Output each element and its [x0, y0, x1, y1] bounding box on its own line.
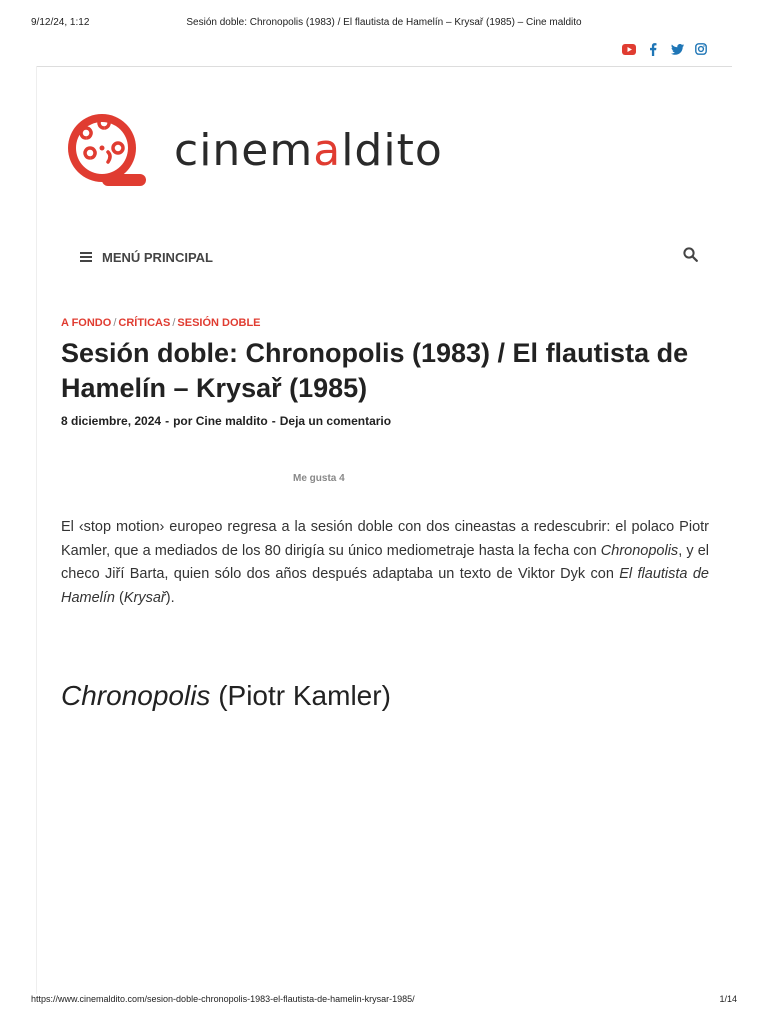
category-link[interactable]: A FONDO — [61, 317, 112, 329]
category-link[interactable]: CRÍTICAS — [118, 317, 171, 329]
wordmark-part-2: ldito — [341, 124, 443, 176]
intro-text: ( — [115, 589, 124, 606]
post-intro — [61, 516, 709, 610]
category-separator: / — [113, 317, 117, 329]
post-title: Sesión doble: Chronopolis (1983) / El flautista de Hamelín – Krysař (1985) — [61, 338, 689, 403]
social-links — [622, 42, 708, 56]
print-page-number: 1/14 — [719, 994, 737, 1004]
print-footer — [31, 994, 737, 1006]
film-reel-icon — [64, 110, 148, 190]
header-divider — [36, 66, 732, 67]
post-meta — [61, 414, 391, 428]
page-left-rule — [36, 66, 37, 994]
main-menu-button[interactable] — [60, 250, 213, 265]
search-icon — [683, 247, 698, 262]
twitter-icon[interactable] — [670, 42, 684, 56]
comments-link[interactable]: Deja un comentario — [279, 414, 392, 428]
wordmark-part-1: cinem — [174, 124, 314, 176]
post-categories — [61, 317, 261, 329]
hamburger-icon — [80, 252, 92, 262]
intro-text: , y el checo Jiří Barta, quien sólo dos años después adaptaba un texto de Viktor Dyk con — [61, 542, 709, 582]
intro-text: ). — [165, 589, 175, 606]
post-author[interactable]: por Cine maldito — [173, 414, 268, 428]
intro-emphasis: Krysař — [123, 589, 166, 606]
like-button[interactable]: Me gusta 4 — [293, 473, 345, 484]
section-heading-emphasis: Chronopolis — [61, 680, 211, 711]
section-heading — [61, 680, 391, 712]
category-separator: / — [172, 317, 176, 329]
category-link[interactable]: SESIÓN DOBLE — [177, 317, 261, 329]
intro-emphasis: El flautista de Hamelín — [61, 566, 709, 606]
meta-separator: - — [165, 414, 170, 428]
wordmark-accent: a — [313, 124, 342, 176]
site-wordmark — [174, 125, 443, 176]
section-heading-rest: (Piotr Kamler) — [210, 680, 391, 711]
main-menu-label: MENÚ PRINCIPAL — [102, 249, 213, 265]
print-date: 9/12/24, 1:12 — [31, 17, 90, 28]
print-doc-title: Sesión doble: Chronopolis (1983) / El flautista de Hamelín – Krysař (1985) – Cine maldito — [186, 17, 582, 28]
instagram-icon[interactable] — [694, 42, 708, 56]
post-date[interactable]: 8 diciembre, 2024 — [61, 414, 162, 428]
main-navigation — [60, 240, 708, 274]
search-button[interactable] — [683, 247, 708, 267]
facebook-icon[interactable] — [646, 42, 660, 56]
print-url: https://www.cinemaldito.com/sesion-doble-chronopolis-1983-el-flautista-de-hamelin-krysar-1985/ — [31, 994, 415, 1004]
youtube-icon[interactable] — [622, 42, 636, 56]
meta-separator: - — [271, 414, 276, 428]
site-logo[interactable] — [64, 110, 443, 190]
print-header — [31, 17, 737, 31]
intro-text: El ‹stop motion› europeo regresa a la sesión doble con dos cineastas a redescubrir: el polaco Piotr Kamler, que a mediados de los 80 dirigía su único mediometraje hasta la fecha con — [61, 519, 709, 559]
intro-emphasis: Chronopolis — [600, 542, 679, 559]
